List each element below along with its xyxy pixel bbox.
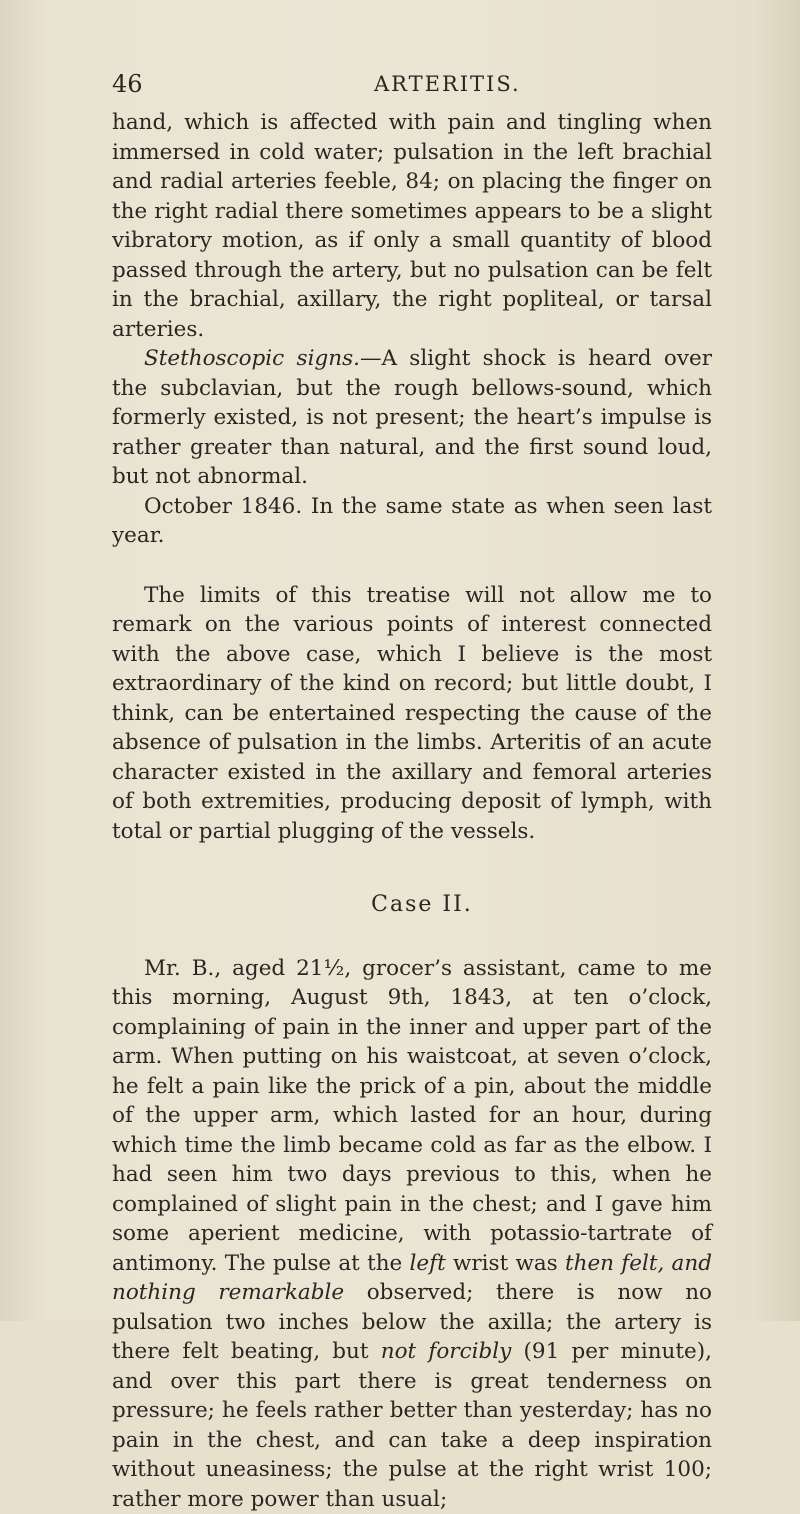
paragraph-gap bbox=[112, 551, 712, 581]
paragraph-october: October 1846. In the same state as when seen last year. bbox=[112, 492, 712, 551]
case-text-a: Mr. B., aged 21½, grocer’s assistant, came to me this morning, August 9th, 1843, at ten o’clock, complaining of pain in the inner and upper part of the arm. When putting on his waistcoat, at seven o’clock, he felt a pain like the prick of a pin, about the middle of the upper arm, which lasted for an hour, during which time the limb became cold as far as the elbow. I had seen him two days previous to this, when he complained of slight pain in the chest; and I gave him some aperient medicine, with potassio-tartrate of antimony. The pulse at the bbox=[112, 956, 712, 1276]
stethoscopic-signs-text: —A slight shock is heard over the subclavian, but the rough bellows-sound, which formerly existed, is not present; the heart’s impulse is rather greater than natural, and the first sound loud, but not abnormal. bbox=[112, 346, 712, 489]
stethoscopic-signs-lead: Stethoscopic signs. bbox=[144, 346, 360, 371]
case-italic-not-forcibly: not forcibly bbox=[381, 1339, 512, 1364]
body-text bbox=[112, 108, 712, 1514]
running-title: ARTERITIS. bbox=[374, 72, 521, 96]
paragraph-case-two bbox=[112, 954, 712, 1514]
case-text-c: observed; there is now no pulsation two inches below the axilla; the artery is there felt beating, but bbox=[112, 1280, 712, 1364]
case-text-b: wrist was bbox=[453, 1251, 558, 1276]
paragraph-stethoscopic bbox=[112, 344, 712, 492]
paragraph-continued: hand, which is affected with pain and tingling when immersed in cold water; pulsation in the left brachial and radial arteries feeble, 84; on placing the finger on the right radial there sometimes appears to be a slight vibratory motion, as if only a small quantity of blood passed through the artery, but no pulsation can be felt in the brachial, axillary, the right popliteal, or tarsal arteries. bbox=[112, 108, 712, 344]
case-italic-then: then felt, and nothing remarkable bbox=[112, 1251, 712, 1306]
case-text-d: (91 per minute), and over this part there is great tenderness on pressure; he feels rather better than yesterday; has no pain in the chest, and can take a deep inspiration without uneasiness; the pulse at the right wrist 100; rather more power than usual; bbox=[112, 1339, 712, 1512]
page-header bbox=[112, 70, 688, 104]
page-number: 46 bbox=[112, 70, 143, 98]
paragraph-limits: The limits of this treatise will not allow me to remark on the various points of interest connected with the above case, which I believe is the most extraordinary of the kind on record; but little doubt, I think, can be entertained respecting the cause of the absence of pulsation in the limbs. Arteritis of an acute character existed in the axillary and femoral arteries of both extremities, producing deposit of lymph, with total or partial plugging of the vessels. bbox=[112, 581, 712, 847]
case-italic-left: left bbox=[410, 1251, 446, 1276]
case-heading: Case II. bbox=[132, 890, 712, 920]
